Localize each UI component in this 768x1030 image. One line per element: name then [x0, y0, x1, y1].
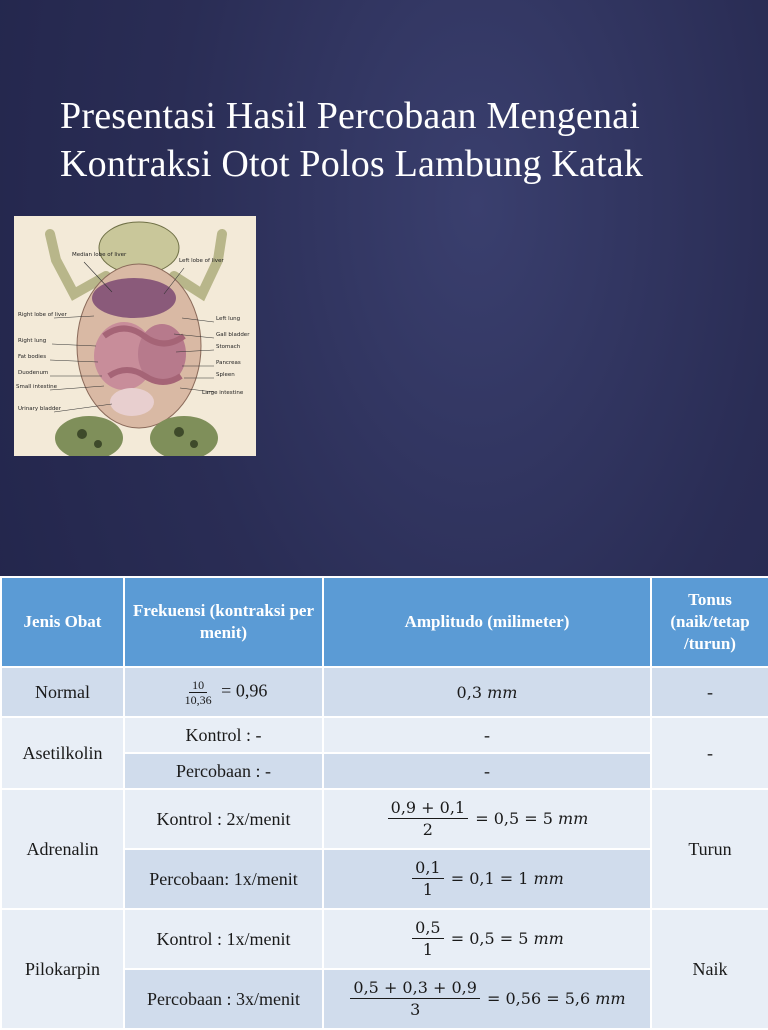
- header-frekuensi: Frekuensi (kontraksi per menit): [124, 577, 323, 667]
- cell-pilokarpin-percobaan-amp: [323, 969, 651, 1029]
- label-left-lung: Left lung: [216, 316, 241, 322]
- pilokarpin-kontrol-den: 1: [422, 939, 433, 959]
- frog-anatomy-illustration: [14, 216, 256, 456]
- cell-pilokarpin-tonus: Naik: [651, 909, 768, 1029]
- pilokarpin-percobaan-result: = 0,56 = 5,6: [487, 988, 591, 1008]
- title-line-1: Presentasi Hasil Percobaan Mengenai: [60, 95, 640, 137]
- cell-asetilkolin-kontrol-amp: -: [323, 717, 651, 753]
- header-amplitudo: Amplitudo (milimeter): [323, 577, 651, 667]
- label-fat-bodies: Fat bodies: [18, 354, 47, 360]
- normal-freq-fraction: [182, 678, 215, 707]
- pilokarpin-kontrol-result: = 0,5 = 5: [450, 928, 529, 948]
- normal-amp-unit: mm: [487, 682, 518, 702]
- label-spleen: Spleen: [216, 372, 235, 378]
- label-pancreas: Pancreas: [216, 360, 241, 366]
- adrenalin-percobaan-fraction: [412, 858, 443, 901]
- cell-asetilkolin-kontrol: Kontrol : -: [124, 717, 323, 753]
- adrenalin-percobaan-den: 1: [422, 879, 433, 899]
- cell-normal-name: Normal: [1, 667, 124, 717]
- pilokarpin-kontrol-fraction: [412, 918, 443, 961]
- table-row-pilokarpin-kontrol: [1, 909, 768, 969]
- adrenalin-kontrol-result: = 0,5 = 5: [475, 808, 553, 828]
- header-jenis-obat: Jenis Obat: [1, 577, 124, 667]
- label-right-lung: Right lung: [18, 338, 47, 344]
- header-tonus: Tonus (naik/tetap /turun): [651, 577, 768, 667]
- cell-pilokarpin-kontrol-amp: [323, 909, 651, 969]
- adrenalin-kontrol-unit: mm: [558, 808, 589, 828]
- cell-adrenalin-kontrol-amp: [323, 789, 651, 849]
- slide-title: [60, 92, 750, 188]
- adrenalin-percobaan-result: = 0,1 = 1: [450, 868, 529, 888]
- title-line-2: Kontraksi Otot Polos Lambung Katak: [60, 143, 644, 185]
- pilokarpin-percobaan-den: 3: [410, 999, 421, 1019]
- adrenalin-percobaan-num: 0,1: [412, 858, 443, 879]
- adrenalin-kontrol-fraction: [388, 798, 468, 841]
- cell-asetilkolin-name: Asetilkolin: [1, 717, 124, 789]
- pilokarpin-kontrol-unit: mm: [533, 928, 564, 948]
- table-row-asetilkolin-kontrol: [1, 717, 768, 753]
- cell-asetilkolin-percobaan-amp: -: [323, 753, 651, 789]
- cell-pilokarpin-kontrol: Kontrol : 1x/menit: [124, 909, 323, 969]
- label-small-intestine: Small intestine: [16, 384, 57, 390]
- pilokarpin-percobaan-num: 0,5 + 0,3 + 0,9: [350, 978, 480, 999]
- cell-normal-tonus: -: [651, 667, 768, 717]
- adrenalin-kontrol-den: 2: [422, 819, 433, 839]
- cell-normal-amp: [323, 667, 651, 717]
- pilokarpin-kontrol-num: 0,5: [412, 918, 443, 939]
- table-row-normal: [1, 667, 768, 717]
- frog-anatomy-drawing: [14, 216, 256, 456]
- label-large-intestine: Large intestine: [202, 390, 244, 396]
- cell-adrenalin-name: Adrenalin: [1, 789, 124, 909]
- cell-adrenalin-percobaan: Percobaan: 1x/menit: [124, 849, 323, 909]
- cell-asetilkolin-tonus: -: [651, 717, 768, 789]
- label-duodenum: Duodenum: [18, 370, 49, 376]
- normal-freq-result: = 0,96: [221, 680, 268, 701]
- table-row-adrenalin-kontrol: [1, 789, 768, 849]
- label-left-lobe: Left lobe of liver: [179, 258, 224, 264]
- cell-adrenalin-tonus: Turun: [651, 789, 768, 909]
- adrenalin-percobaan-unit: mm: [533, 868, 564, 888]
- cell-pilokarpin-percobaan: Percobaan : 3x/menit: [124, 969, 323, 1029]
- label-right-lobe: Right lobe of liver: [18, 312, 67, 318]
- cell-adrenalin-percobaan-amp: [323, 849, 651, 909]
- cell-pilokarpin-name: Pilokarpin: [1, 909, 124, 1029]
- table-header-row: [1, 577, 768, 667]
- cell-normal-freq: [124, 667, 323, 717]
- normal-freq-num: 10: [189, 678, 207, 693]
- cell-adrenalin-kontrol: Kontrol : 2x/menit: [124, 789, 323, 849]
- label-stomach: Stomach: [216, 344, 241, 350]
- adrenalin-kontrol-num: 0,9 + 0,1: [388, 798, 468, 819]
- pilokarpin-percobaan-fraction: [350, 978, 480, 1021]
- label-urinary-bladder: Urinary bladder: [18, 406, 61, 412]
- label-median-lobe: Median lobe of liver: [72, 252, 127, 258]
- cell-asetilkolin-percobaan: Percobaan : -: [124, 753, 323, 789]
- label-gall-bladder: Gall bladder: [216, 332, 250, 338]
- pilokarpin-percobaan-unit: mm: [595, 988, 626, 1008]
- normal-amp-value: 0,3: [456, 682, 482, 702]
- results-table: [0, 576, 768, 1030]
- normal-freq-den: 10,36: [184, 692, 212, 707]
